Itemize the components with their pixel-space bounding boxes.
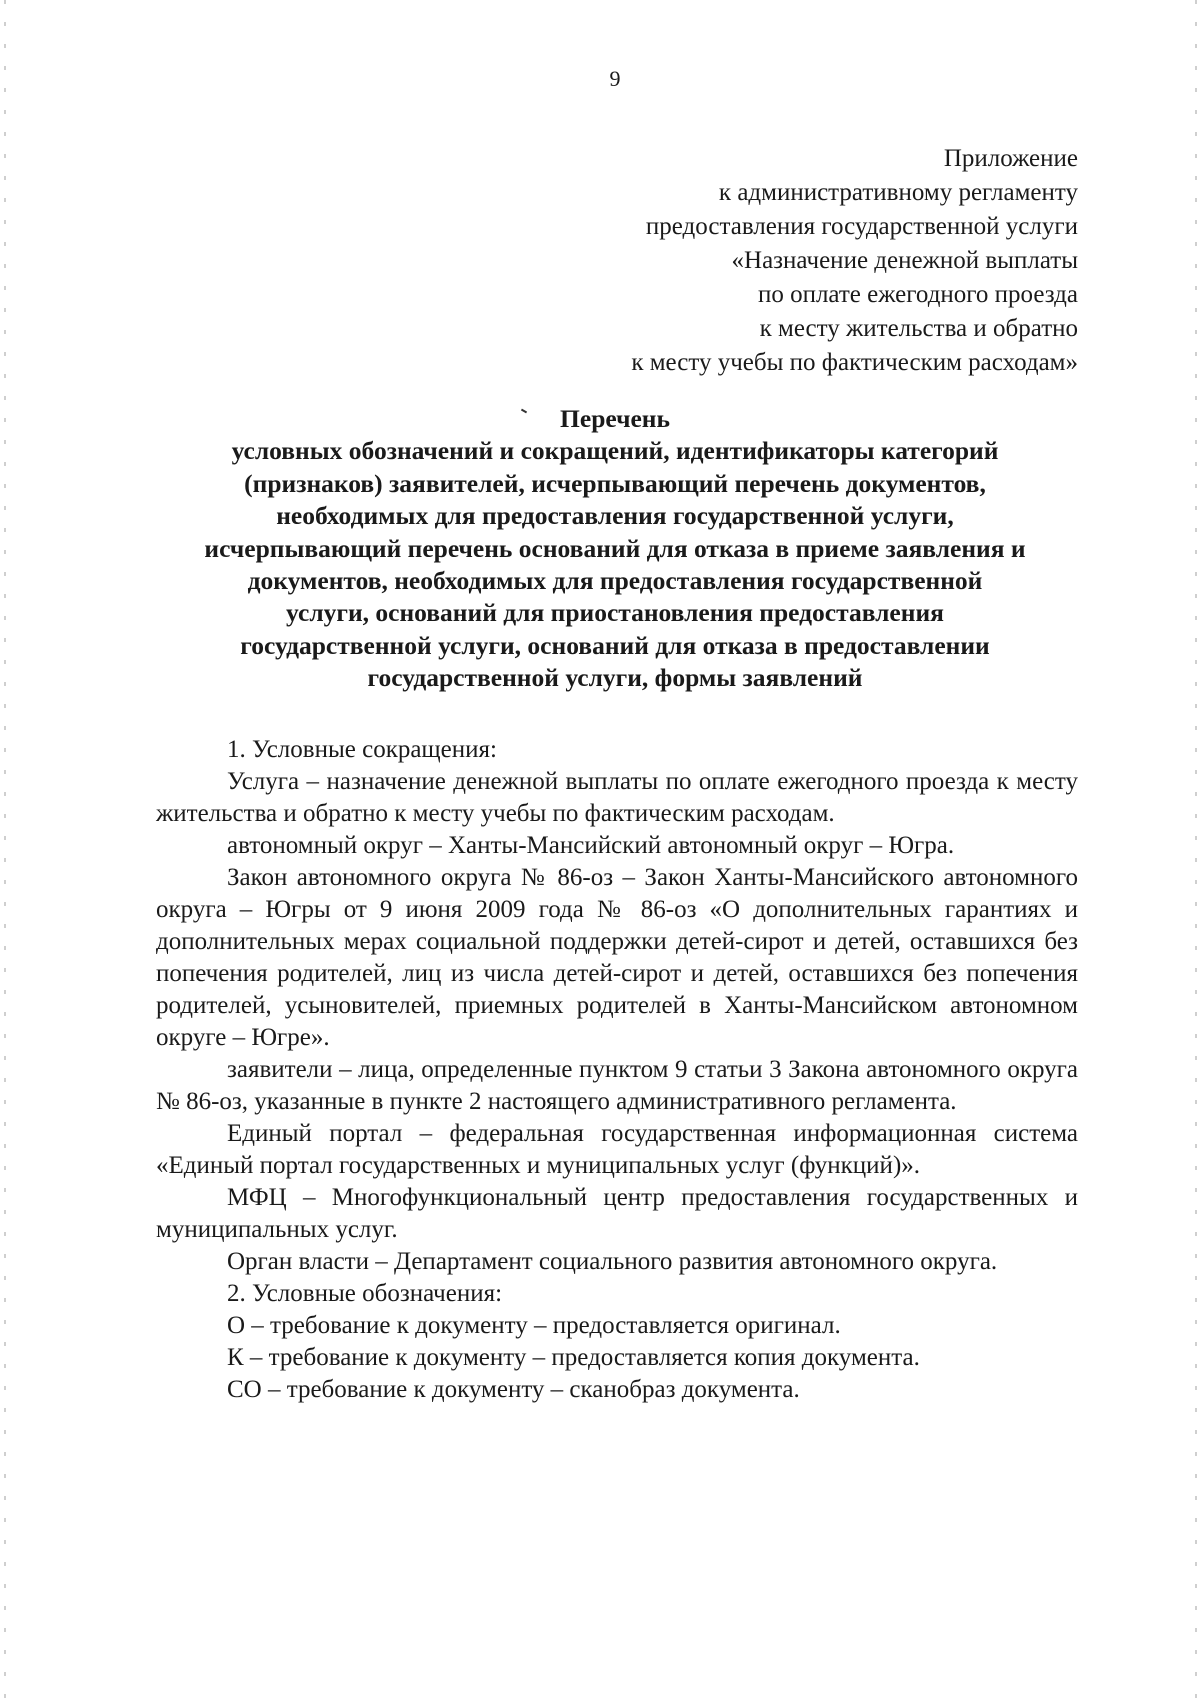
page-number: 9	[609, 66, 621, 91]
scan-edge-right	[1195, 0, 1197, 1708]
appendix-header	[438, 142, 1078, 380]
title-line: государственной услуги, оснований для отказа в предоставлении	[240, 630, 990, 660]
title-line: государственной услуги, формы заявлений	[367, 663, 863, 693]
section-heading-designations: 2. Условные обозначения:	[227, 1280, 503, 1307]
document-body	[156, 734, 1078, 1406]
title-line: (признаков) заявителей, исчерпывающий перечень документов,	[244, 468, 986, 498]
appendix-line: предоставления государственной услуги	[645, 213, 1078, 240]
definition-paragraph: МФЦ – Многофункциональный центр предоставления государственных и муниципальных услуг.	[156, 1184, 1078, 1243]
definition-paragraph: автономный округ – Ханты-Мансийский автономный округ – Югра.	[227, 832, 955, 859]
designation-paragraph: К – требование к документу – предоставляется копия документа.	[227, 1344, 920, 1371]
designation-paragraph: О – требование к документу – предоставляется оригинал.	[227, 1312, 841, 1339]
appendix-line: к месту учебы по фактическим расходам»	[631, 349, 1078, 376]
title-line: условных обозначений и сокращений, идентификаторы категорий	[231, 436, 999, 466]
definition-paragraph: Единый портал – федеральная государственная информационная система «Единый портал государственных и муниципальных услуг (функций)».	[156, 1120, 1078, 1179]
appendix-line: по оплате ежегодного проезда	[757, 281, 1078, 308]
appendix-line: «Назначение денежной выплаты	[731, 247, 1078, 274]
scan-edge-left	[4, 0, 6, 1708]
definition-paragraph: Орган власти – Департамент социального развития автономного округа.	[227, 1248, 998, 1275]
title-line: документов, необходимых для предоставления государственной	[247, 566, 983, 596]
definition-paragraph: заявители – лица, определенные пунктом 9 статьи 3 Закона автономного округа № 86-оз, указанные в пункте 2 настоящего административного регламента.	[156, 1056, 1078, 1115]
document-title	[150, 403, 1080, 695]
definition-paragraph: Закон автономного округа № 86-оз – Закон Ханты-Мансийского автономного округа – Югры от 9 июня 2009 года № 86-оз «О дополнительных гарантиях и дополнительных мерах социальной поддержки детей-сирот и детей, оставшихся без попечения родителей, лиц из числа детей-сирот и детей, оставшихся без попечения родителей, усыновителей, приемных родителей в Ханты-Мансийском автономном округе – Югре».	[156, 864, 1078, 1051]
title-line: услуги, оснований для приостановления предоставления	[286, 598, 944, 628]
title-line: необходимых для предоставления государственной услуги,	[276, 501, 954, 531]
definition-paragraph: Услуга – назначение денежной выплаты по оплате ежегодного проезда к месту жительства и обратно к месту учебы по фактическим расходам.	[156, 768, 1078, 827]
section-heading-abbreviations: 1. Условные сокращения:	[227, 736, 497, 763]
appendix-line: к административному регламенту	[718, 179, 1078, 206]
title-line: исчерпывающий перечень оснований для отказа в приеме заявления и	[204, 533, 1026, 563]
designation-paragraph: СО – требование к документу – сканобраз документа.	[227, 1376, 800, 1403]
appendix-line: к месту жительства и обратно	[759, 315, 1078, 342]
appendix-line: Приложение	[943, 145, 1078, 172]
title-line: Перечень	[560, 404, 670, 433]
